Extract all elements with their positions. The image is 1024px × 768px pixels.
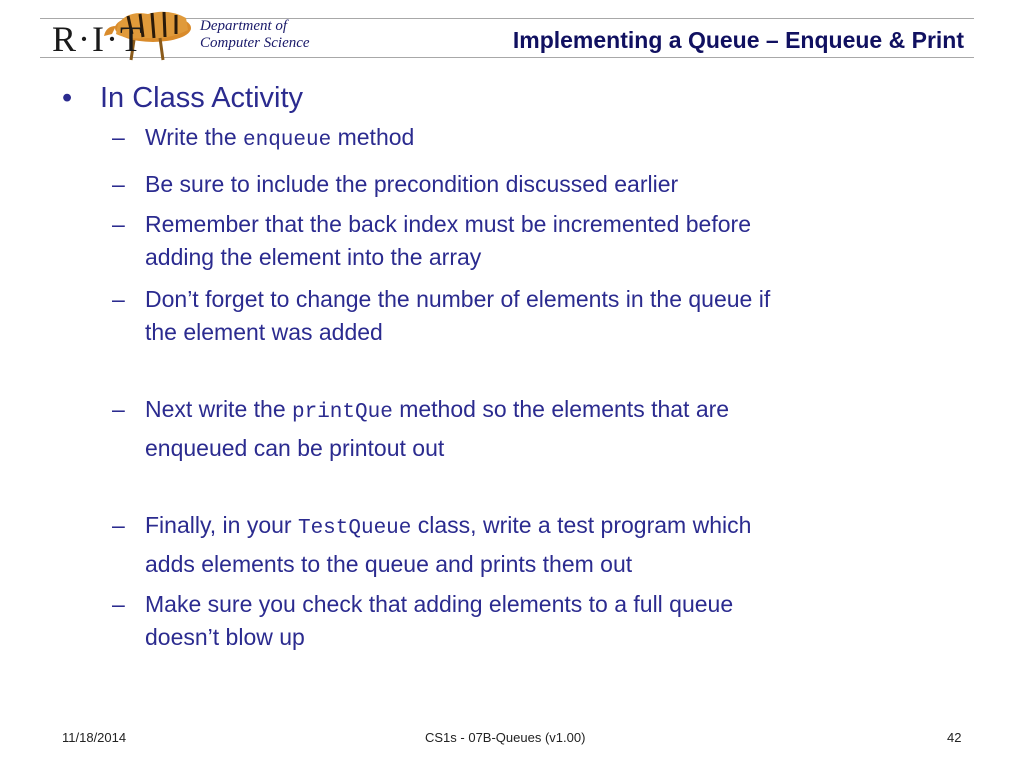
code-text: enqueue	[243, 129, 332, 152]
dash-mark: –	[112, 211, 125, 237]
dash-mark: –	[112, 286, 125, 312]
page-number: 42	[947, 730, 962, 745]
dash-mark: –	[112, 124, 125, 150]
item-text: Be sure to include the precondition discussed earlier	[145, 171, 679, 197]
list-item	[62, 168, 962, 201]
logo-letters: R·I·T	[52, 19, 144, 59]
item-text: Make sure you check that adding elements to a full queue	[145, 591, 734, 617]
code-text: TestQueue	[297, 517, 412, 540]
dash-mark: –	[112, 171, 125, 197]
footer-date: 11/18/2014	[62, 730, 127, 745]
list-item	[62, 509, 962, 581]
list-item	[62, 393, 962, 465]
main-bullet	[62, 78, 962, 118]
slide-title: Implementing a Queue – Enqueue & Print	[512, 27, 964, 53]
list-item	[62, 588, 962, 654]
list-item	[62, 208, 962, 274]
dash-mark: –	[112, 591, 125, 617]
item-text: Remember that the back index must be incremented before	[145, 211, 751, 237]
list-item	[62, 121, 962, 157]
dept-name	[200, 18, 310, 52]
item-text: adds elements to the queue and prints them out	[145, 551, 633, 577]
item-text: enqueued can be printout out	[145, 435, 445, 461]
code-text: printQue	[292, 401, 393, 424]
item-text: method	[331, 124, 415, 150]
item-text: class, write a test program which	[411, 512, 752, 538]
item-text: Finally, in your	[145, 512, 298, 538]
slide-header	[0, 0, 1024, 70]
slide-content	[62, 78, 962, 654]
rit-logo	[40, 4, 330, 62]
bullet-mark: •	[62, 82, 73, 114]
list-item	[62, 283, 962, 349]
item-text: Next write the	[145, 396, 292, 422]
footer-center: CS1s - 07B-Queues (v1.00)	[425, 730, 586, 745]
dept-line-1: Department of	[200, 18, 288, 34]
dept-line-2: Computer Science	[200, 35, 310, 51]
item-text: doesn’t blow up	[145, 624, 305, 650]
bullet-text: In Class Activity	[100, 82, 304, 114]
item-text: adding the element into the array	[145, 244, 482, 270]
dash-mark: –	[112, 512, 125, 538]
item-text: method so the elements that are	[392, 396, 730, 422]
item-text: the element was added	[145, 319, 383, 345]
dash-mark: –	[112, 396, 125, 422]
item-text: Don’t forget to change the number of elements in the queue if	[145, 286, 771, 312]
item-text: Write the	[145, 124, 243, 150]
